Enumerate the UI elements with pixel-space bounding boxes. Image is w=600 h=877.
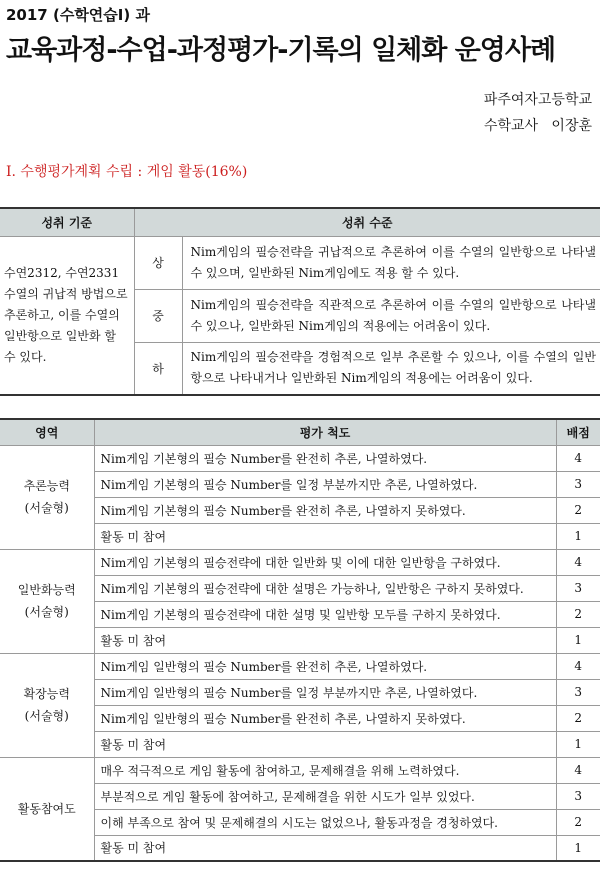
header-standard: 성취 기준: [0, 208, 134, 236]
standard-line: 수열의 귀납적 방법으로: [4, 286, 128, 301]
criterion: 부분적으로 게임 활동에 참여하고, 문제해결을 위한 시도가 일부 있었다.: [94, 783, 556, 809]
area-name: 일반화능력: [17, 583, 76, 597]
area-cell: [0, 653, 94, 757]
level-high-description: Nim게임의 필승전략을 귀납적으로 추론하여 이를 수열의 일반항으로 나타낼 수 있으며, 일반화된 Nim게임에도 적용 할 수 있다.: [182, 236, 600, 289]
area-cell: [0, 757, 94, 861]
standard-line: 수 있다.: [4, 349, 47, 364]
section-title: Ⅰ. 수행평가계획 수립 : 게임 활동(16%): [6, 164, 248, 180]
level-high: 상: [134, 236, 182, 289]
header-score: 배점: [556, 419, 600, 445]
area-type: (서술형): [24, 709, 69, 723]
area-name: 추론능력: [23, 479, 70, 493]
area-cell: [0, 549, 94, 653]
area-name: 확장능력: [23, 687, 70, 701]
teacher-name: 수학교사 이장훈: [483, 118, 592, 134]
criterion: 활동 미 참여: [94, 835, 556, 861]
criterion: Nim게임 일반형의 필승 Number를 완전히 추론, 나열하였다.: [94, 653, 556, 679]
level-low: 하: [134, 342, 182, 395]
criterion: Nim게임 기본형의 필승전략에 대한 일반화 및 이에 대한 일반항을 구하였다.: [94, 549, 556, 575]
criterion: Nim게임 일반형의 필승 Number를 일정 부분까지만 추론, 나열하였다.: [94, 679, 556, 705]
area-name: 활동참여도: [17, 801, 76, 816]
criterion: Nim게임 기본형의 필승 Number를 완전히 추론, 나열하지 못하였다.: [94, 497, 556, 523]
table-row: [0, 653, 600, 679]
header-area: 영역: [0, 419, 94, 445]
level-mid-description: Nim게임의 필승전략을 직관적으로 추론하여 이를 수열의 일반항으로 나타낼 수 있으나, 일반화된 Nim게임의 적용에는 어려움이 있다.: [182, 289, 600, 342]
criterion: 매우 적극적으로 게임 활동에 참여하고, 문제해결을 위해 노력하였다.: [94, 757, 556, 783]
score: 3: [556, 783, 600, 809]
header-criteria: 평가 척도: [94, 419, 556, 445]
criterion: Nim게임 기본형의 필승 Number를 완전히 추론, 나열하였다.: [94, 445, 556, 471]
criterion: 활동 미 참여: [94, 523, 556, 549]
table-row: [0, 445, 600, 471]
criterion: 이해 부족으로 참여 및 문제해결의 시도는 없었으나, 활동과정을 경청하였다.: [94, 809, 556, 835]
area-type: (서술형): [24, 605, 69, 619]
criterion: Nim게임 기본형의 필승 Number를 일정 부분까지만 추론, 나열하였다.: [94, 471, 556, 497]
score: 4: [556, 549, 600, 575]
score: 4: [556, 653, 600, 679]
table-row: [0, 549, 600, 575]
area-type: (서술형): [24, 501, 69, 515]
header-level: 성취 수준: [134, 208, 600, 236]
criterion: 활동 미 참여: [94, 731, 556, 757]
standard-line: 일반항으로 일반화 할: [4, 328, 116, 343]
standard-line: 수연2312, 수연2331: [4, 265, 120, 280]
achievement-standards-table: [0, 207, 600, 396]
score: 2: [556, 497, 600, 523]
document-title: 교육과정-수업-과정평가-기록의 일체화 운영사례: [6, 35, 556, 66]
standard-description: [0, 236, 134, 395]
score: 2: [556, 705, 600, 731]
criterion: Nim게임 일반형의 필승 Number를 완전히 추론, 나열하지 못하였다.: [94, 705, 556, 731]
level-low-description: Nim게임의 필승전략을 경험적으로 일부 추론할 수 있으나, 이를 수열의 일반항으로 나타내거나 일반화된 Nim게임의 적용에는 어려움이 있다.: [182, 342, 600, 395]
school-name: 파주여자고등학교: [483, 92, 592, 108]
score: 1: [556, 627, 600, 653]
score: 4: [556, 445, 600, 471]
score: 3: [556, 679, 600, 705]
level-mid: 중: [134, 289, 182, 342]
table-row: [0, 757, 600, 783]
rubric-table: [0, 418, 600, 862]
score: 3: [556, 471, 600, 497]
score: 1: [556, 523, 600, 549]
score: 1: [556, 835, 600, 861]
score: 2: [556, 809, 600, 835]
document-subtitle: 2017 (수학연습Ⅰ) 과: [6, 6, 150, 24]
area-cell: [0, 445, 94, 549]
score: 2: [556, 601, 600, 627]
criterion: Nim게임 기본형의 필승전략에 대한 설명 및 일반항 모두를 구하지 못하였다.: [94, 601, 556, 627]
criterion: 활동 미 참여: [94, 627, 556, 653]
standard-line: 추론하고, 이를 수열의: [4, 307, 120, 322]
score: 3: [556, 575, 600, 601]
criterion: Nim게임 기본형의 필승전략에 대한 설명은 가능하나, 일반항은 구하지 못하였다.: [94, 575, 556, 601]
score: 4: [556, 757, 600, 783]
score: 1: [556, 731, 600, 757]
